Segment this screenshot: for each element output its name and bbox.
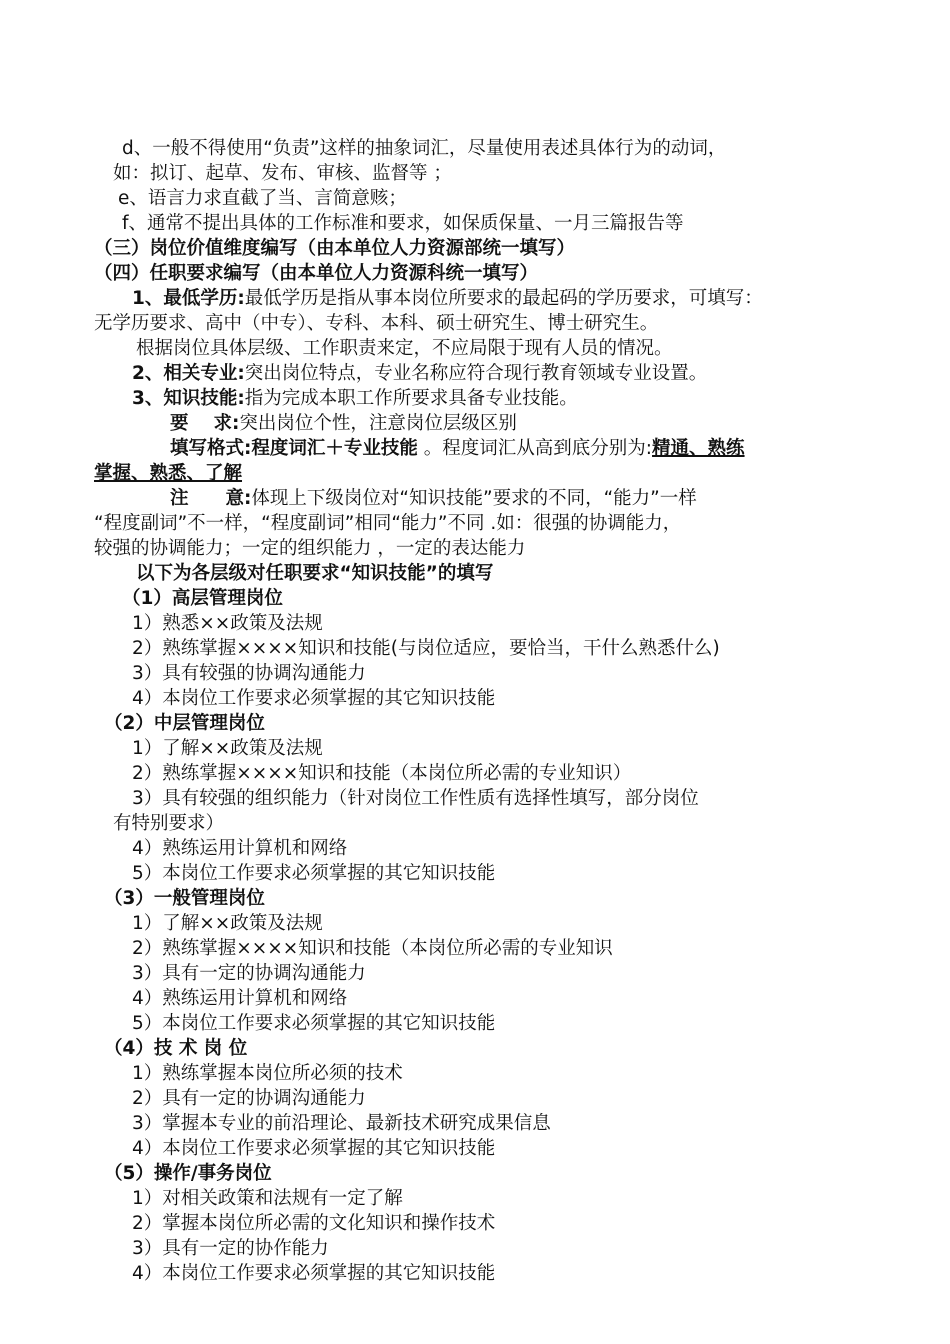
- middle-item-3-cont: 有特别要求）: [113, 813, 225, 834]
- middle-item-2: 2）熟练掌握××××知识和技能（本岗位所必需的专业知识）: [132, 763, 632, 784]
- ops-item-2: 2）掌握本岗位所必需的文化知识和操作技术: [132, 1213, 496, 1234]
- note-line2: “程度副词”不一样，“程度副词”相同“能力”不同 .如：很强的协调能力，: [94, 513, 682, 534]
- format-levels-part2: 掌握、熟悉、了解: [94, 463, 243, 484]
- education-label: 1、最低学历:: [132, 288, 245, 309]
- note-text: 体现上下级岗位对“知识技能”要求的不同，“能力”一样: [251, 488, 697, 509]
- format-text: 。程度词汇从高到底分别为:: [417, 438, 653, 459]
- levels-intro: 以下为各层级对任职要求“知识技能”的填写: [136, 563, 494, 584]
- general-item-2: 2）熟练掌握××××知识和技能（本岗位所必需的专业知识: [132, 938, 613, 959]
- tech-item-4: 4）本岗位工作要求必须掌握的其它知识技能: [132, 1138, 496, 1159]
- general-item-5: 5）本岗位工作要求必须掌握的其它知识技能: [132, 1013, 496, 1034]
- senior-item-1: 1）熟悉××政策及法规: [132, 613, 323, 634]
- section-heading-3: （三）岗位价值维度编写（由本单位人力资源部统一填写）: [94, 238, 576, 259]
- guideline-d-line1: d、一般不得使用“负责”这样的抽象词汇，尽量使用表述具体行为的动词，: [122, 138, 727, 159]
- education-note: 根据岗位具体层级、工作职责来定，不应局限于现有人员的情况。: [136, 338, 673, 359]
- requirement-paragraph: [170, 411, 517, 436]
- format-paragraph: [170, 436, 745, 461]
- middle-item-3: 3）具有较强的组织能力（针对岗位工作性质有选择性填写，部分岗位: [132, 788, 699, 809]
- requirement-label: 要 求:: [170, 413, 240, 434]
- note-paragraph: [170, 486, 697, 511]
- senior-item-2: 2）熟练掌握××××知识和技能(与岗位适应，要恰当，干什么熟悉什么): [132, 638, 720, 659]
- senior-item-4: 4）本岗位工作要求必须掌握的其它知识技能: [132, 688, 496, 709]
- education-paragraph: [132, 286, 763, 311]
- skill-paragraph: [132, 386, 578, 411]
- note-label: 注 意:: [170, 488, 252, 509]
- major-label: 2、相关专业:: [132, 363, 245, 384]
- general-title: （3）一般管理岗位: [104, 888, 265, 909]
- major-paragraph: [132, 361, 707, 386]
- format-levels-part1: 精通、熟练: [652, 438, 745, 459]
- general-item-1: 1）了解××政策及法规: [132, 913, 323, 934]
- middle-item-4: 4）熟练运用计算机和网络: [132, 838, 348, 859]
- skill-label: 3、知识技能:: [132, 388, 245, 409]
- general-item-3: 3）具有一定的协调沟通能力: [132, 963, 366, 984]
- major-text: 突出岗位特点，专业名称应符合现行教育领域专业设置。: [244, 363, 708, 384]
- guideline-f: f、通常不提出具体的工作标准和要求，如保质保量、一月三篇报告等: [122, 213, 684, 234]
- ops-title: （5）操作/事务岗位: [104, 1163, 272, 1184]
- ops-item-3: 3）具有一定的协作能力: [132, 1238, 329, 1259]
- middle-title: （2）中层管理岗位: [104, 713, 265, 734]
- guideline-e: e、语言力求直截了当、言简意赅；: [118, 188, 407, 209]
- skill-text: 指为完成本职工作所要求具备专业技能。: [244, 388, 578, 409]
- ops-item-1: 1）对相关政策和法规有一定了解: [132, 1188, 403, 1209]
- education-options: 无学历要求、高中（中专）、专科、本科、硕士研究生、博士研究生。: [94, 313, 659, 334]
- format-label: 填写格式:程度词汇＋专业技能: [170, 438, 418, 459]
- middle-item-1: 1）了解××政策及法规: [132, 738, 323, 759]
- general-item-4: 4）熟练运用计算机和网络: [132, 988, 348, 1009]
- tech-item-1: 1）熟练掌握本岗位所必须的技术: [132, 1063, 403, 1084]
- guideline-d-line2: 如：拟订、起草、发布、审核、监督等 ；: [113, 163, 452, 184]
- senior-title: （1）高层管理岗位: [122, 588, 283, 609]
- section-heading-4: （四）任职要求编写（由本单位人力资源科统一填写）: [94, 263, 539, 284]
- senior-item-3: 3）具有较强的协调沟通能力: [132, 663, 366, 684]
- education-text: 最低学历是指从事本岗位所要求的最起码的学历要求，可填写：: [244, 288, 763, 309]
- tech-item-3: 3）掌握本专业的前沿理论、最新技术研究成果信息: [132, 1113, 551, 1134]
- middle-item-5: 5）本岗位工作要求必须掌握的其它知识技能: [132, 863, 496, 884]
- tech-title: （4）技 术 岗 位: [104, 1038, 248, 1059]
- ops-item-4: 4）本岗位工作要求必须掌握的其它知识技能: [132, 1263, 496, 1284]
- tech-item-2: 2）具有一定的协调沟通能力: [132, 1088, 366, 1109]
- note-line3: 较强的协调能力；一定的组织能力 ，一定的表达能力: [94, 538, 526, 559]
- requirement-text: 突出岗位个性，注意岗位层级区别: [239, 413, 517, 434]
